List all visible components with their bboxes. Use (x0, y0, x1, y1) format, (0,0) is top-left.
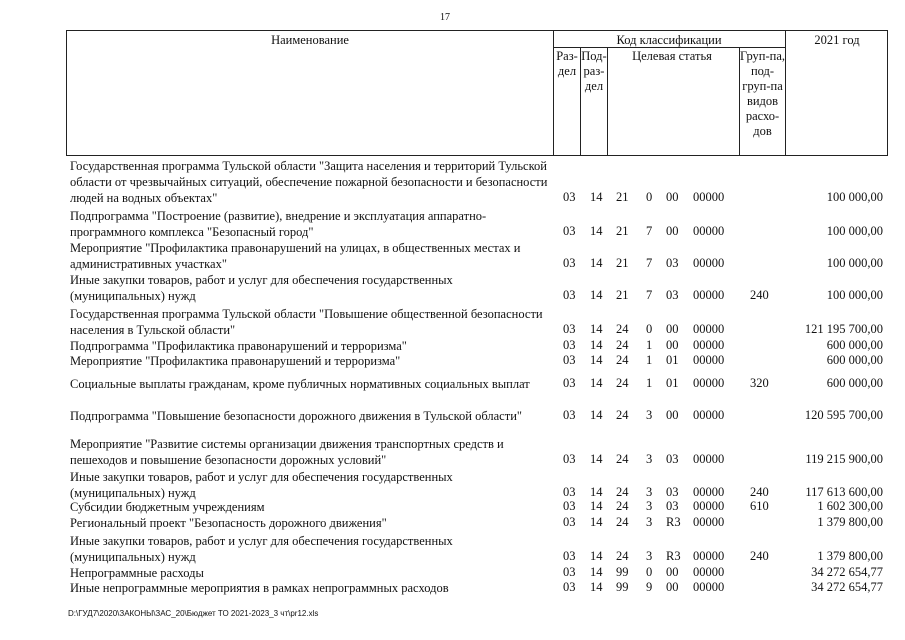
row-podrazdel: 14 (590, 408, 603, 422)
row-target-4: 00000 (693, 353, 725, 367)
row-target-1: 24 (616, 485, 629, 499)
row-razdel: 03 (563, 549, 576, 563)
row-target-1: 24 (616, 338, 629, 352)
row-razdel: 03 (563, 376, 576, 390)
row-name: Субсидии бюджетным учреждениям (70, 500, 265, 514)
header-divider (553, 47, 785, 48)
row-target-1: 21 (616, 190, 629, 204)
row-target-4: 00000 (693, 224, 725, 238)
row-podrazdel: 14 (590, 190, 603, 204)
row-razdel: 03 (563, 224, 576, 238)
row-razdel: 03 (563, 190, 576, 204)
row-name: Иные закупки товаров, работ и услуг для обеспечения государственных (муниципальных) нужд (70, 470, 453, 500)
row-target-4: 00000 (693, 190, 725, 204)
row-amount: 34 272 654,77 (811, 580, 883, 594)
row-target-1: 21 (616, 256, 629, 270)
row-target-4: 00000 (693, 322, 725, 336)
row-group: 240 (750, 288, 769, 302)
row-target-2: 3 (646, 515, 653, 529)
row-razdel: 03 (563, 452, 576, 466)
row-podrazdel: 14 (590, 338, 603, 352)
row-target-2: 0 (646, 565, 653, 579)
row-amount: 100 000,00 (826, 288, 883, 302)
row-podrazdel: 14 (590, 580, 603, 594)
row-group: 240 (750, 485, 769, 499)
row-podrazdel: 14 (590, 322, 603, 336)
row-target-1: 24 (616, 499, 629, 513)
row-target-4: 00000 (693, 485, 725, 499)
row-razdel: 03 (563, 322, 576, 336)
row-amount: 119 215 900,00 (805, 452, 883, 466)
row-podrazdel: 14 (590, 288, 603, 302)
row-razdel: 03 (563, 580, 576, 594)
row-target-1: 24 (616, 452, 629, 466)
row-amount: 1 602 300,00 (817, 499, 883, 513)
row-podrazdel: 14 (590, 376, 603, 390)
row-target-4: 00000 (693, 338, 725, 352)
row-name: Мероприятие "Профилактика правонарушений на улицах, в общественных местах и административных участках" (70, 241, 521, 271)
row-name: Иные непрограммные мероприятия в рамках непрограммных расходов (70, 581, 449, 595)
row-target-2: 3 (646, 452, 653, 466)
page-number: 17 (440, 12, 450, 23)
row-razdel: 03 (563, 353, 576, 367)
row-target-4: 00000 (693, 256, 725, 270)
row-amount: 600 000,00 (826, 338, 883, 352)
row-razdel: 03 (563, 485, 576, 499)
row-target-2: 7 (646, 288, 653, 302)
row-target-3: 00 (666, 322, 679, 336)
row-target-3: 03 (666, 288, 679, 302)
row-podrazdel: 14 (590, 256, 603, 270)
row-target-4: 00000 (693, 376, 725, 390)
row-name: Региональный проект "Безопасность дорожного движения" (70, 516, 387, 530)
row-target-2: 3 (646, 485, 653, 499)
row-target-1: 24 (616, 408, 629, 422)
row-razdel: 03 (563, 338, 576, 352)
row-podrazdel: 14 (590, 224, 603, 238)
row-target-4: 00000 (693, 549, 725, 563)
row-razdel: 03 (563, 515, 576, 529)
row-razdel: 03 (563, 499, 576, 513)
header-code-group: Код классификации (616, 33, 722, 47)
row-target-1: 24 (616, 549, 629, 563)
row-target-1: 21 (616, 224, 629, 238)
row-target-4: 00000 (693, 408, 725, 422)
row-amount: 100 000,00 (826, 190, 883, 204)
row-target-1: 24 (616, 515, 629, 529)
row-target-2: 0 (646, 322, 653, 336)
row-target-1: 21 (616, 288, 629, 302)
row-name: Подпрограмма "Построение (развитие), внедрение и эксплуатация аппаратно-программного комплекса "Безопасный город" (70, 209, 487, 239)
row-target-2: 7 (646, 256, 653, 270)
row-target-4: 00000 (693, 452, 725, 466)
row-amount: 117 613 600,00 (805, 485, 883, 499)
row-podrazdel: 14 (590, 499, 603, 513)
row-target-2: 3 (646, 549, 653, 563)
row-amount: 34 272 654,77 (811, 565, 883, 579)
row-name: Государственная программа Тульской области "Повышение общественной безопасности населения в Тульской области" (70, 307, 543, 337)
table-header (66, 30, 888, 156)
row-target-4: 00000 (693, 580, 725, 594)
row-name: Государственная программа Тульской области "Защита населения и территорий Тульской области от чрезвычайных ситуаций, обеспечение пожарной безопасности и безопасности людей на водных объектах" (70, 159, 548, 205)
row-podrazdel: 14 (590, 353, 603, 367)
row-amount: 100 000,00 (826, 224, 883, 238)
row-target-2: 3 (646, 499, 653, 513)
row-target-3: 01 (666, 353, 679, 367)
row-target-3: 03 (666, 485, 679, 499)
row-name: Иные закупки товаров, работ и услуг для обеспечения государственных (муниципальных) нужд (70, 534, 453, 564)
header-divider (785, 31, 786, 155)
row-name: Подпрограмма "Повышение безопасности дорожного движения в Тульской области" (70, 409, 522, 423)
row-target-2: 1 (646, 353, 653, 367)
header-year: 2021 год (814, 33, 860, 47)
row-target-3: 00 (666, 190, 679, 204)
row-target-3: 00 (666, 408, 679, 422)
row-podrazdel: 14 (590, 565, 603, 579)
row-name: Непрограммные расходы (70, 566, 204, 580)
row-target-4: 00000 (693, 499, 725, 513)
row-podrazdel: 14 (590, 452, 603, 466)
row-amount: 600 000,00 (826, 353, 883, 367)
row-name: Социальные выплаты гражданам, кроме публичных нормативных социальных выплат (70, 377, 530, 391)
header-target: Целевая статья (632, 49, 712, 63)
file-path: D:\ГУД7\2020\ЗАКОНЫ\ЗАС_20\Бюджет ТО 2021-2023_3 чт\pr12.xls (68, 609, 319, 618)
row-target-2: 3 (646, 408, 653, 422)
row-target-3: 01 (666, 376, 679, 390)
header-group: Груп-па, под-груп-па видов расхо-дов (740, 49, 785, 138)
row-target-1: 99 (616, 580, 629, 594)
row-amount: 1 379 800,00 (817, 515, 883, 529)
row-name: Мероприятие "Профилактика правонарушений и терроризма" (70, 354, 401, 368)
row-amount: 1 379 800,00 (817, 549, 883, 563)
row-target-3: 00 (666, 338, 679, 352)
row-razdel: 03 (563, 256, 576, 270)
row-amount: 121 195 700,00 (804, 322, 883, 336)
row-target-2: 0 (646, 190, 653, 204)
row-target-1: 24 (616, 353, 629, 367)
row-podrazdel: 14 (590, 515, 603, 529)
header-name: Наименование (271, 33, 349, 47)
row-target-3: 03 (666, 452, 679, 466)
row-amount: 120 595 700,00 (804, 408, 883, 422)
row-name: Мероприятие "Развитие системы организации движения транспортных средств и пешеходов и повышение безопасности дорожных условий" (70, 437, 504, 467)
row-target-2: 7 (646, 224, 653, 238)
row-target-3: 00 (666, 224, 679, 238)
row-target-1: 99 (616, 565, 629, 579)
row-target-1: 24 (616, 322, 629, 336)
row-target-2: 1 (646, 376, 653, 390)
row-razdel: 03 (563, 288, 576, 302)
row-podrazdel: 14 (590, 549, 603, 563)
row-amount: 600 000,00 (826, 376, 883, 390)
row-name: Иные закупки товаров, работ и услуг для обеспечения государственных (муниципальных) нужд (70, 273, 453, 303)
row-target-3: 00 (666, 580, 679, 594)
row-target-1: 24 (616, 376, 629, 390)
row-group: 320 (750, 376, 769, 390)
row-target-3: R3 (666, 515, 681, 529)
row-target-3: 03 (666, 256, 679, 270)
row-razdel: 03 (563, 408, 576, 422)
header-razdel: Раз-дел (556, 49, 578, 78)
row-target-2: 1 (646, 338, 653, 352)
row-amount: 100 000,00 (826, 256, 883, 270)
row-target-3: R3 (666, 549, 681, 563)
row-target-3: 03 (666, 499, 679, 513)
row-name: Подпрограмма "Профилактика правонарушений и терроризма" (70, 339, 407, 353)
row-target-4: 00000 (693, 565, 725, 579)
row-target-3: 00 (666, 565, 679, 579)
row-podrazdel: 14 (590, 485, 603, 499)
row-target-4: 00000 (693, 288, 725, 302)
row-target-4: 00000 (693, 515, 725, 529)
header-podrazdel: Под-раз-дел (581, 49, 607, 93)
row-group: 240 (750, 549, 769, 563)
row-group: 610 (750, 499, 769, 513)
row-target-2: 9 (646, 580, 653, 594)
row-razdel: 03 (563, 565, 576, 579)
